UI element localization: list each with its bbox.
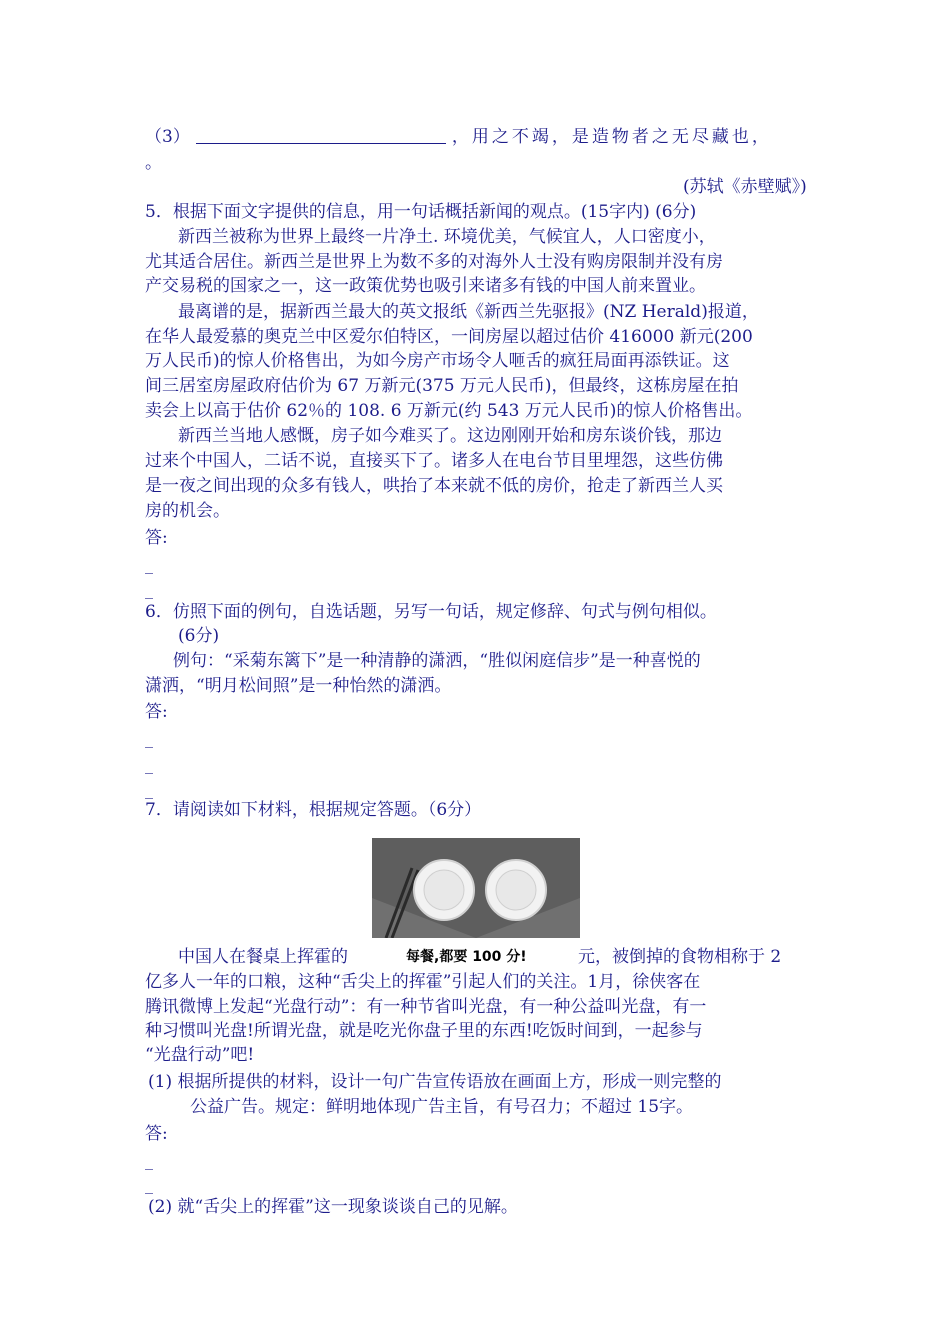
q5-answer-label: 答: — [145, 528, 168, 548]
q5-answer-line-1[interactable]: _ — [145, 555, 153, 574]
q7-p1-1b: 元，被倒掉的食物相称于 2 — [578, 947, 782, 967]
q5-p3-4: 房的机会。 — [145, 501, 230, 521]
q4-line3 — [145, 126, 772, 148]
q5-p3-1: 新西兰当地人感慨，房子如今难买了。这边刚刚开始和房东谈价钱，那边 — [178, 426, 722, 446]
q7-sub1-2: 公益广告。规定：鲜明地体现广告主旨，有号召力；不超过 15字。 — [190, 1097, 694, 1117]
q5-p2-1: 最离谱的是，据新西兰最大的英文报纸《新西兰先驱报》(NZ Herald)报道， — [178, 302, 759, 322]
q5-p2-2: 在华人最爱慕的奥克兰中区爱尔伯特区，一间房屋以超过估价 416000 新元(200 — [145, 327, 753, 347]
q5-p1-3: 产交易税的国家之一，这一政策优势也吸引来诸多有钱的中国人前来置业。 — [145, 276, 706, 296]
q6-title: 6．仿照下面的例句，自选话题，另写一句话，规定修辞、句式与例句相似。 — [145, 602, 717, 622]
q5-p1-1: 新西兰被称为世界上最终一片净土. 环境优美，气候宜人，人口密度小， — [178, 227, 716, 247]
q6-score: (6分) — [178, 626, 220, 646]
q7-sub1-1: (1) 根据所提供的材料，设计一句广告宣传语放在画面上方，形成一则完整的 — [148, 1072, 722, 1092]
q7-p1-1a: 中国人在餐桌上挥霍的 — [178, 947, 348, 967]
q6-answer-line-2[interactable]: _ — [145, 755, 153, 774]
plates-illustration — [372, 838, 580, 938]
q6-answer-line-1[interactable]: _ — [145, 729, 153, 748]
q4-suffix: ，用之不竭，是造物者之无尽藏也， — [451, 127, 772, 147]
q7-answer-label: 答: — [145, 1124, 168, 1144]
q5-p3-3: 是一夜之间出现的众多有钱人，哄抬了本来就不低的房价，抢走了新西兰人买 — [145, 476, 723, 496]
q7-answer-line-2[interactable]: _ — [145, 1175, 153, 1194]
q5-p1-2: 尤其适合居住。新西兰是世界上为数不多的对海外人士没有购房限制并没有房 — [145, 252, 723, 272]
q5-p2-5: 卖会上以高于估价 62％的 108. 6 万新元(约 543 万元人民币)的惊人价格售出。 — [145, 401, 753, 421]
image-caption: 每餐,都要 100 分! — [400, 946, 533, 966]
q7-p1-3: 腾讯微博上发起“光盘行动”：有一种节省叫光盘，有一种公益叫光盘，有一 — [145, 997, 707, 1017]
q7-p1-2: 亿多人一年的口粮，这种“舌尖上的挥霍”引起人们的关注。1月，徐侠客在 — [145, 972, 701, 992]
q5-title: 5．根据下面文字提供的信息，用一句话概括新闻的观点。(15字内) (6分) — [145, 202, 697, 222]
q7-sub2: (2) 就“舌尖上的挥霍”这一现象谈谈自己的见解。 — [148, 1197, 518, 1217]
empty-plates-image — [372, 838, 580, 938]
q4-source: (苏轼《赤壁赋》) — [683, 177, 807, 197]
q6-example-1: 例句：“采菊东篱下”是一种清静的潇洒，“胜似闲庭信步”是一种喜悦的 — [173, 651, 701, 671]
q5-p2-4: 间三居室房屋政府估价为 67 万新元(375 万元人民币)，但最终，这栋房屋在拍 — [145, 376, 739, 396]
q7-title: 7．请阅读如下材料，根据规定答题。（6分） — [145, 800, 482, 820]
q6-answer-line-3[interactable]: _ — [145, 780, 153, 799]
q6-answer-label: 答: — [145, 702, 168, 722]
q7-answer-line-1[interactable]: _ — [145, 1151, 153, 1170]
q5-answer-line-2[interactable]: _ — [145, 580, 153, 599]
q5-p3-2: 过来个中国人，二话不说，直接买下了。诸多人在电台节目里埋怨，这些仿佛 — [145, 451, 723, 471]
q5-p2-3: 万人民币)的惊人价格售出，为如今房产市场令人咂舌的疯狂局面再添铁证。这 — [145, 351, 730, 371]
q7-p1-4: 种习惯叫光盘!所谓光盘，就是吃光你盘子里的东西!吃饭时间到，一起参与 — [145, 1021, 703, 1041]
q7-p1-5: “光盘行动”吧! — [145, 1045, 255, 1065]
q4-prefix: （3） — [145, 127, 190, 147]
q4-end: 。 — [145, 153, 162, 173]
q6-example-2: 潇洒，“明月松间照”是一种怡然的潇洒。 — [145, 676, 452, 696]
q4-blank[interactable] — [196, 127, 446, 144]
